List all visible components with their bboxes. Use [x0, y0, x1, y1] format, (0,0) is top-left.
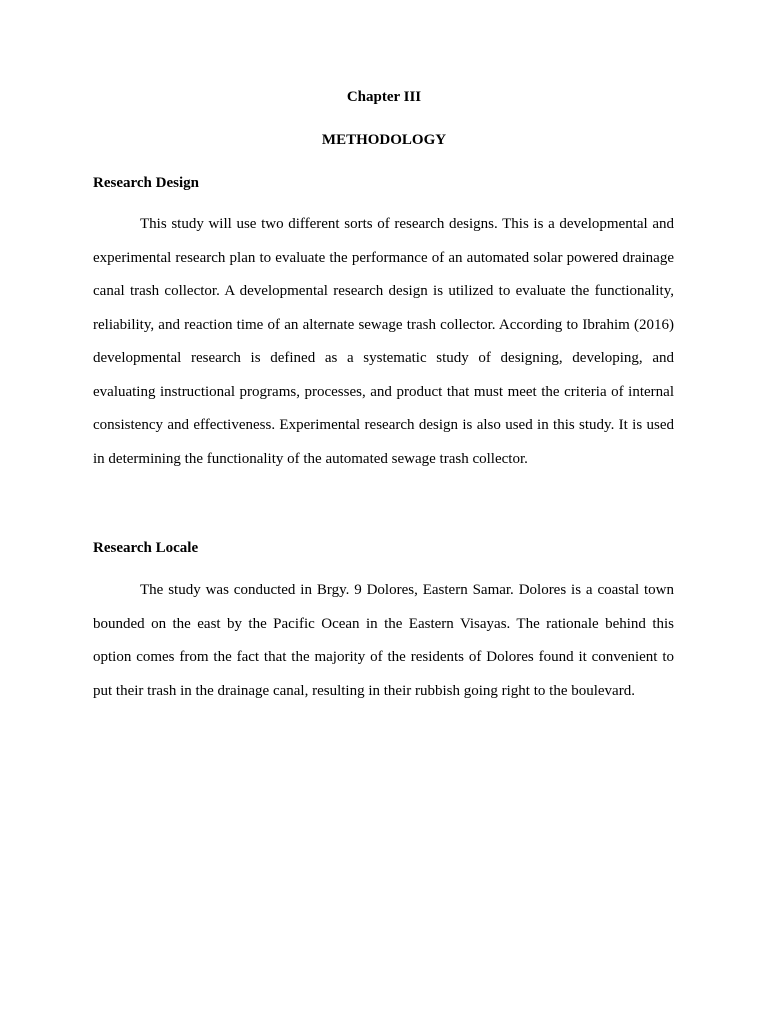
chapter-title: Chapter III: [346, 89, 422, 105]
research-locale-paragraph: The study was conducted in Brgy. 9 Dolores, Eastern Samar. Dolores is a coastal town bounded on the east by the Pacific Ocean in the Eastern Visayas. The rationale behind this option comes from the fact that the majority of the residents of Dolores found it convenient to put their trash in the drainage canal, resulting in their rubbish going right to the boulevard.: [93, 582, 674, 699]
section-title: METHODOLOGY: [321, 132, 447, 148]
research-design-paragraph: This study will use two different sorts of research designs. This is a developmental and experimental research plan to evaluate the performance of an automated solar powered drainage canal trash collector. A developmental research design is utilized to evaluate the functionality, reliability, and reaction time of an alternate sewage trash collector. According to Ibrahim (2016) developmental research is defined as a systematic study of designing, developing, and evaluating instructional programs, processes, and product that must meet the criteria of internal consistency and effectiveness. Experimental research design is also used in this study. It is used in determining the functionality of the automated sewage trash collector.: [93, 216, 674, 467]
research-design-heading: Research Design: [93, 175, 199, 191]
research-locale-heading: Research Locale: [93, 540, 199, 556]
